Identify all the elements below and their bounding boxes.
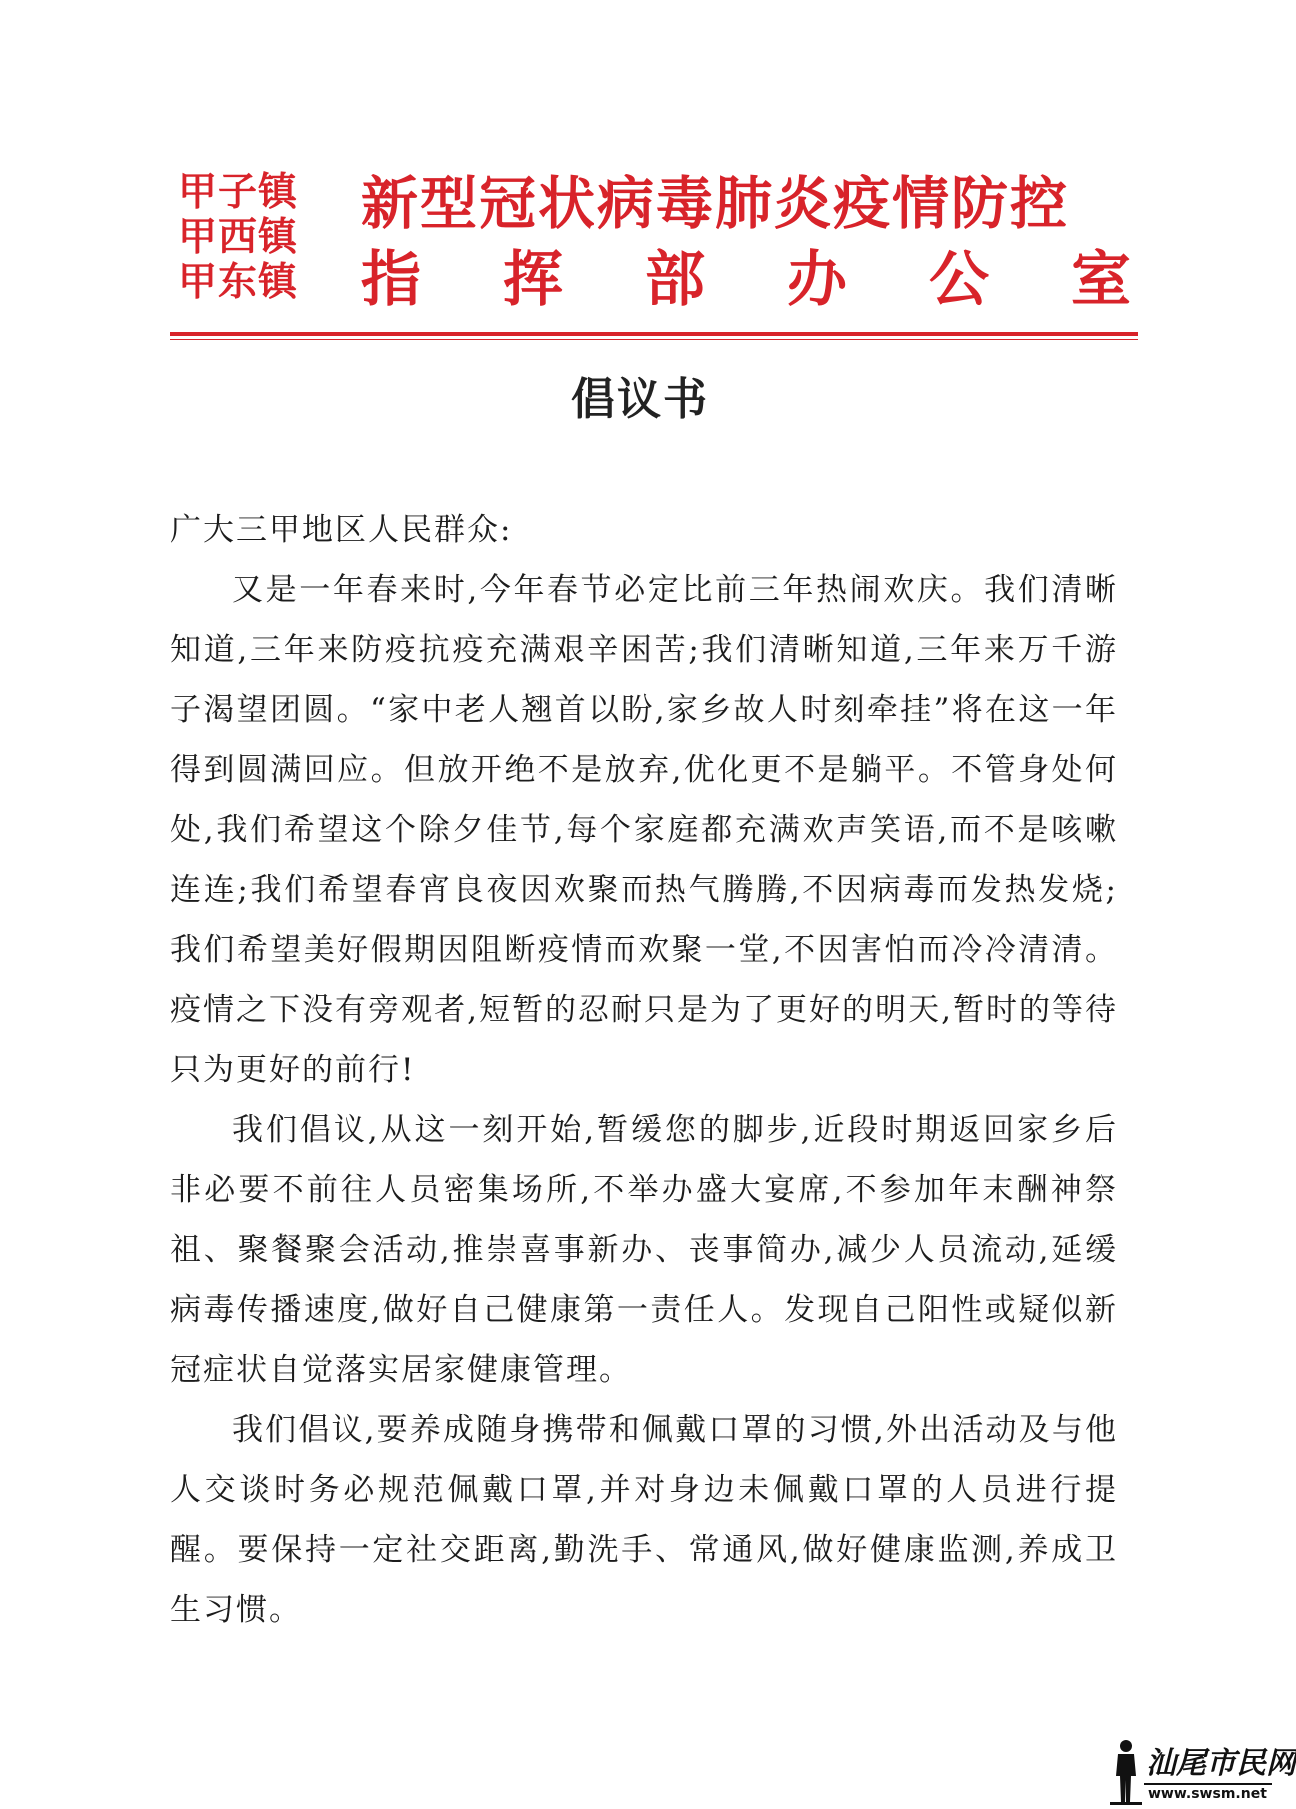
issuing-towns <box>178 170 336 305</box>
person-silhouette-icon <box>1108 1738 1144 1806</box>
paragraph: 我们倡议,要养成随身携带和佩戴口罩的习惯,外出活动及与他人交谈时务必规范佩戴口罩,并对身边未佩戴口罩的人员进行提醒。要保持一定社交距离,勤洗手、常通风,做好健康监测,养成卫生习惯。 <box>170 1412 1118 1628</box>
watermark-logo-text: 汕尾市民网 <box>1146 1746 1296 1781</box>
site-watermark <box>1108 1738 1296 1806</box>
letterhead-char: 室 <box>1071 245 1131 315</box>
town-name: 甲东镇 <box>178 260 299 305</box>
letterhead-title-line2 <box>361 245 1131 315</box>
letterhead <box>178 170 1138 330</box>
letterhead-divider <box>170 332 1138 336</box>
watermark-url: www.swsm.net <box>1148 1786 1267 1802</box>
greeting: 广大三甲地区人民群众: <box>170 512 513 548</box>
letterhead-char: 公 <box>929 245 989 315</box>
town-name: 甲西镇 <box>178 215 299 260</box>
letterhead-char: 挥 <box>503 245 563 315</box>
document-title: 倡议书 <box>571 374 709 425</box>
letterhead-char: 指 <box>361 245 421 315</box>
letterhead-char: 部 <box>645 245 705 315</box>
watermark-underline <box>1144 1783 1272 1785</box>
town-name: 甲子镇 <box>178 170 299 215</box>
paragraph: 我们倡议,从这一刻开始,暂缓您的脚步,近段时期返回家乡后非必要不前往人员密集场所,不举办盛大宴席,不参加年末酬神祭祖、聚餐聚会活动,推崇喜事新办、丧事简办,减少人员流动,延缓病毒传播速度,做好自己健康第一责任人。发现自己阳性或疑似新冠症状自觉落实居家健康管理。 <box>170 1112 1118 1388</box>
letterhead-char: 办 <box>787 245 847 315</box>
letterhead-divider-thin <box>170 339 1138 340</box>
document-body <box>170 500 1118 1640</box>
paragraph: 又是一年春来时,今年春节必定比前三年热闹欢庆。我们清晰知道,三年来防疫抗疫充满艰辛困苦;我们清晰知道,三年来万千游子渴望团圆。“家中老人翘首以盼,家乡故人时刻牵挂”将在这一年得到圆满回应。但放开绝不是放弃,优化更不是躺平。不管身处何处,我们希望这个除夕佳节,每个家庭都充满欢声笑语,而不是咳嗽连连;我们希望春宵良夜因欢聚而热气腾腾,不因病毒而发热发烧;我们希望美好假期因阻断疫情而欢聚一堂,不因害怕而冷冷清清。疫情之下没有旁观者,短暂的忍耐只是为了更好的明天,暂时的等待只为更好的前行! <box>170 572 1118 1088</box>
letterhead-title-line1: 新型冠状病毒肺炎疫情防控 <box>361 171 1069 237</box>
